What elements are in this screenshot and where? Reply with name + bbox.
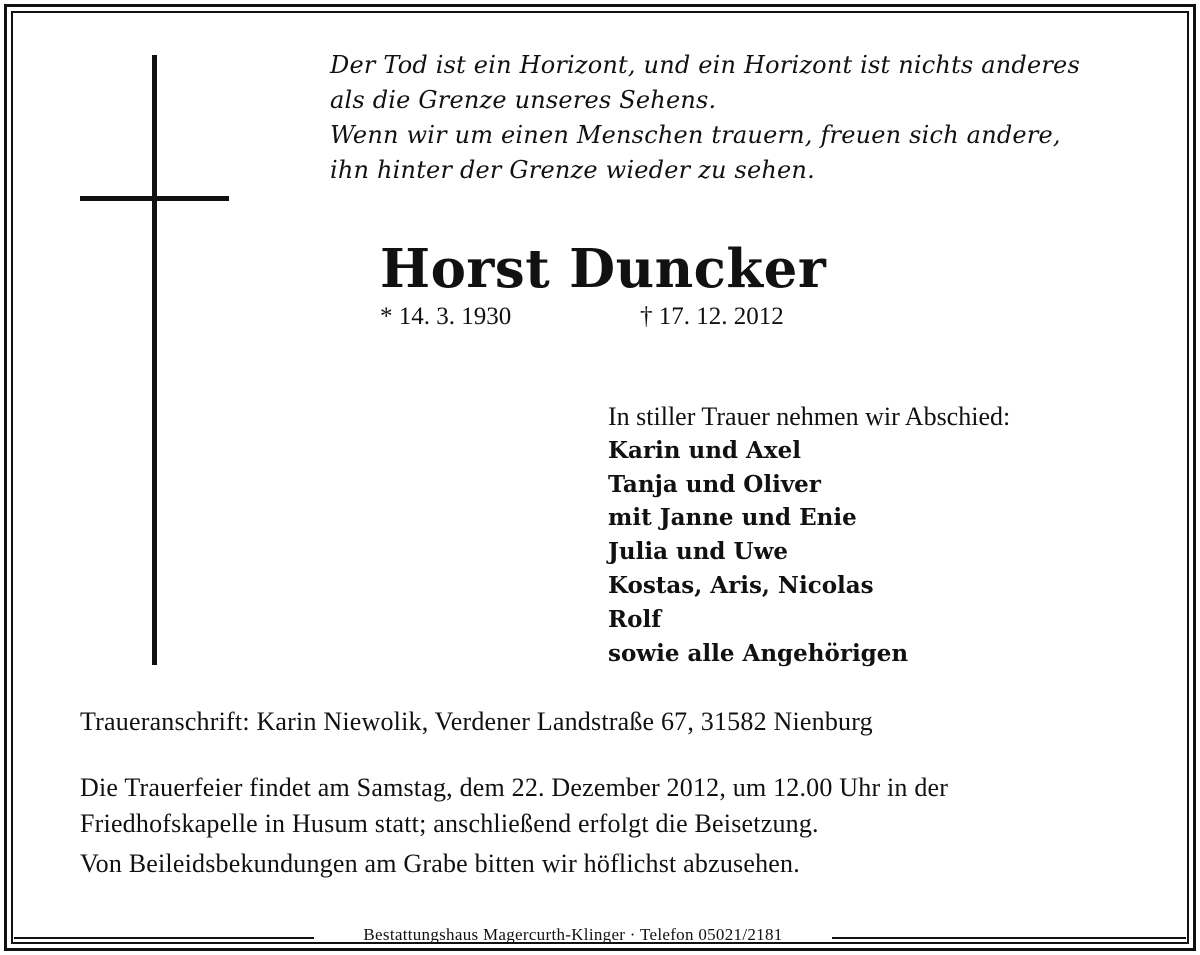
- mourner-name: Rolf: [608, 605, 662, 633]
- ceremony-info: [80, 770, 948, 842]
- mourning-address: Traueranschrift: Karin Niewolik, Verdener Landstraße 67, 31582 Nienburg: [80, 707, 873, 736]
- mourner-name: sowie alle Angehörigen: [608, 639, 909, 667]
- mourner-name: Tanja und Oliver: [608, 470, 821, 498]
- quote-line: Wenn wir um einen Menschen trauern, freuen sich andere,: [330, 121, 1061, 149]
- funeral-home-footer: Bestattungshaus Magercurth-Klinger · Telefon 05021/2181: [363, 925, 783, 944]
- deceased-name: Horst Duncker: [380, 238, 827, 300]
- quote-line: als die Grenze unseres Sehens.: [330, 86, 717, 114]
- mourners-block: [608, 400, 1010, 670]
- footer-rule-left: [14, 937, 314, 939]
- mourner-name: Julia und Uwe: [608, 538, 789, 566]
- death-date: † 17. 12. 2012: [640, 303, 784, 330]
- ceremony-line: Friedhofskapelle in Husum statt; anschließend erfolgt die Beisetzung.: [80, 809, 819, 838]
- mourner-name: Kostas, Aris, Nicolas: [608, 571, 874, 599]
- condolence-note: Von Beileidsbekundungen am Grabe bitten wir höflichst abzusehen.: [80, 849, 800, 878]
- ceremony-line: Die Trauerfeier findet am Samstag, dem 22. Dezember 2012, um 12.00 Uhr in der: [80, 773, 949, 802]
- mourner-name: Karin und Axel: [608, 436, 801, 464]
- footer-rule-right: [832, 937, 1186, 939]
- mourners-intro: In stiller Trauer nehmen wir Abschied:: [608, 402, 1011, 431]
- memorial-quote: [330, 48, 1080, 188]
- quote-line: Der Tod ist ein Horizont, und ein Horizont ist nichts anderes: [330, 51, 1080, 79]
- cross-icon-vertical-bar: [152, 55, 157, 665]
- mourner-name: mit Janne und Enie: [608, 504, 857, 532]
- cross-icon-horizontal-bar: [80, 196, 229, 201]
- birth-date: * 14. 3. 1930: [380, 303, 512, 330]
- quote-line: ihn hinter der Grenze wieder zu sehen.: [330, 156, 815, 184]
